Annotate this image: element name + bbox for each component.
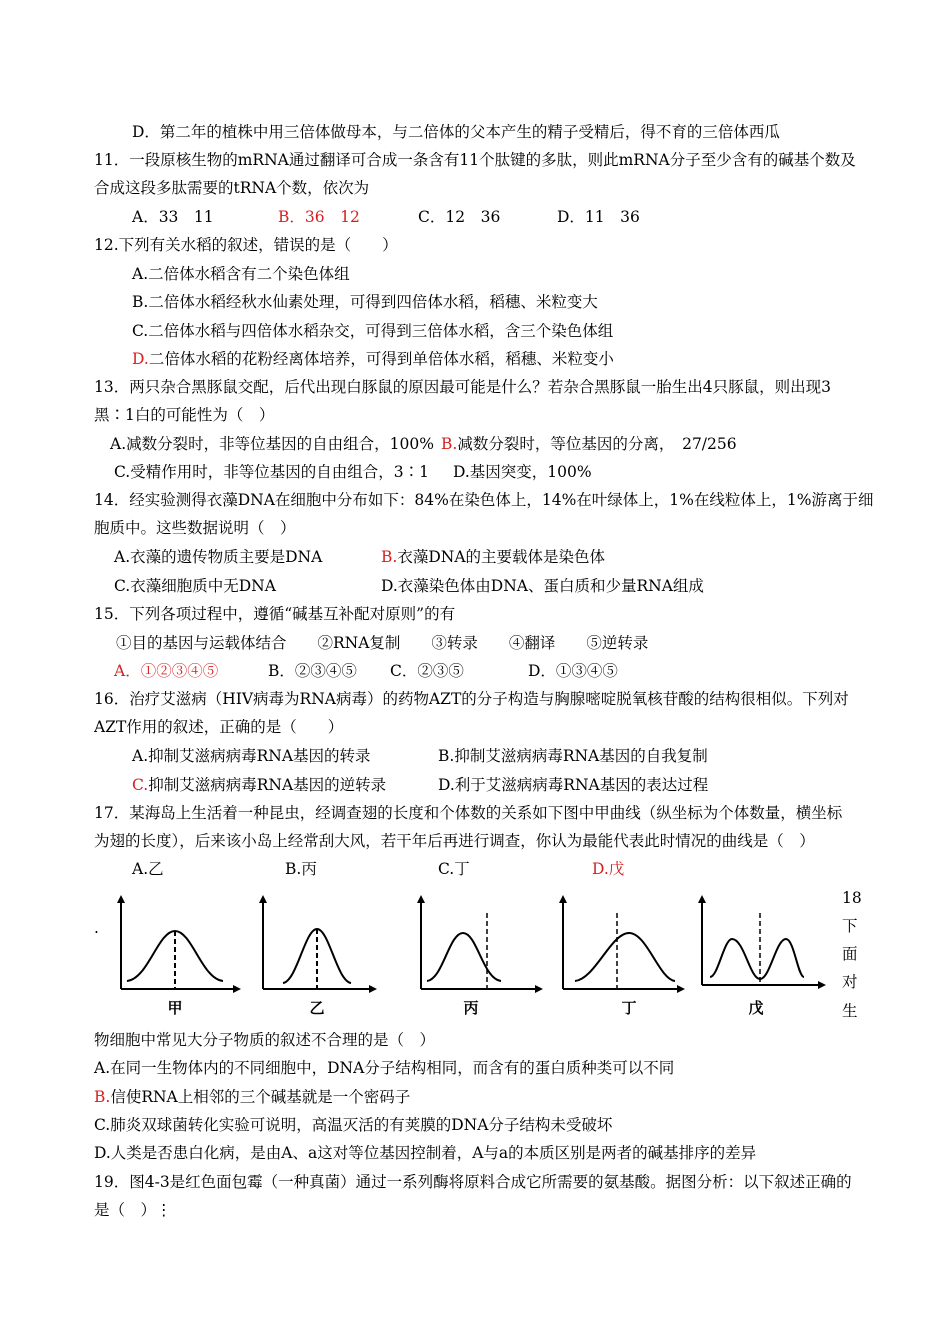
q16-option-d: D.利于艾滋病病毒RNA基因的表达过程	[438, 776, 709, 794]
q13-option-a: A.减数分裂时，非等位基因的自由组合，100%	[110, 435, 434, 453]
q11-option-c: C．12 36	[418, 208, 501, 226]
graph-ding	[545, 893, 685, 1023]
q18-vertical-char: 面	[842, 945, 858, 963]
q19-stem-line1: 19．图4-3是红色面包霉（一种真菌）通过一系列酶将原料合成它所需要的氨基酸。据图分析：以下叙述正确的	[94, 1173, 852, 1191]
graph-yi	[247, 893, 387, 1023]
q13-option-d: D.基因突变，100%	[453, 463, 592, 481]
q17-stem-line2: 为翅的长度），后来该小岛上经常刮大风，若干年后再进行调查，你认为最能代表此时情况的曲线是（ ）	[94, 832, 815, 850]
q17-option-c: C.丁	[438, 860, 470, 878]
q18-stem: 物细胞中常见大分子物质的叙述不合理的是（ ）	[94, 1031, 436, 1049]
q14-stem-line2: 胞质中。这些数据说明（ ）	[94, 519, 296, 537]
q12-option-d: D.二倍体水稻的花粉经离体培养，可得到单倍体水稻，稻穗、米粒变小	[132, 350, 614, 368]
q18-option-a: A.在同一生物体内的不同细胞中，DNA分子结构相同，而含有的蛋白质种类可以不同	[94, 1059, 675, 1077]
graph-label: 戊	[748, 999, 764, 1017]
q18-vertical-char: 生	[842, 1002, 858, 1020]
answer-letter: B.	[381, 548, 398, 566]
q11-option-a: A．33 11	[132, 208, 214, 226]
q11-option-d: D．11 36	[557, 208, 640, 226]
answer-letter: B.	[441, 435, 458, 453]
graph-jia	[103, 893, 243, 1023]
q14-option-d: D.衣藻染色体由DNA、蛋白质和少量RNA组成	[381, 577, 704, 595]
answer-letter: C.	[132, 776, 149, 794]
q15-option-d: D．①③④⑤	[528, 662, 618, 680]
q16-option-a: A.抑制艾滋病病毒RNA基因的转录	[132, 747, 371, 765]
q18-option-b: B.信使RNA上相邻的三个碱基就是一个密码子	[94, 1088, 411, 1106]
q16-option-b: B.抑制艾滋病病毒RNA基因的自我复制	[438, 747, 708, 765]
q17-leading-dot: .	[94, 919, 99, 937]
q13-stem-line1: 13．两只杂合黑豚鼠交配，后代出现白豚鼠的原因最可能是什么？若杂合黑豚鼠一胎生出4只豚鼠，则出现3	[94, 378, 831, 396]
graph-label: 丁	[621, 999, 637, 1017]
graph-label: 甲	[167, 999, 183, 1017]
q12-stem: 12.下列有关水稻的叙述，错误的是（ ）	[94, 236, 398, 254]
q15-option-b: B．②③④⑤	[268, 662, 357, 680]
q14-option-c: C.衣藻细胞质中无DNA	[114, 577, 276, 595]
q16-stem-line2: AZT作用的叙述，正确的是（ ）	[94, 718, 344, 736]
graph-bing	[405, 893, 545, 1023]
q18-option-c: C.肺炎双球菌转化实验可说明，高温灭活的有荚膜的DNA分子结构未受破坏	[94, 1116, 613, 1134]
q18-option-d: D.人类是否患白化病，是由A、a这对等位基因控制着，A与a的本质区别是两者的碱基排序的差异	[94, 1144, 757, 1162]
q18-vertical-char: 18	[842, 889, 862, 907]
q15-items: ①目的基因与运载体结合 ②RNA复制 ③转录 ④翻译 ⑤逆转录	[116, 634, 649, 652]
graph-label: 丙	[463, 999, 479, 1017]
q17-option-d: D.戊	[592, 860, 625, 878]
q11-option-b: B．36 12	[278, 208, 360, 226]
q13-option-b: B.减数分裂时，等位基因的分离， 27/256	[441, 435, 737, 453]
q17-option-b: B.丙	[285, 860, 317, 878]
q17-option-a: A.乙	[132, 860, 164, 878]
q15-stem: 15．下列各项过程中，遵循“碱基互补配对原则”的有	[94, 605, 456, 623]
q15-option-a: A．①②③④⑤	[114, 662, 219, 680]
q12-option-a: A.二倍体水稻含有二个染色体组	[132, 265, 350, 283]
q12-option-b: B.二倍体水稻经秋水仙素处理，可得到四倍体水稻，稻穗、米粒变大	[132, 293, 598, 311]
q16-option-c: C.抑制艾滋病病毒RNA基因的逆转录	[132, 776, 387, 794]
q14-option-b: B.衣藻DNA的主要载体是染色体	[381, 548, 606, 566]
q13-option-c: C.受精作用时，非等位基因的自由组合，3∶1	[114, 463, 429, 481]
q14-stem-line1: 14．经实验测得衣藻DNA在细胞中分布如下：84%在染色体上，14%在叶绿体上，1%在线粒体上，1%游离于细	[94, 491, 874, 509]
q13-stem-line2: 黑∶1白的可能性为（ ）	[94, 406, 275, 424]
q12-option-c: C.二倍体水稻与四倍体水稻杂交，可得到三倍体水稻，含三个染色体组	[132, 322, 614, 340]
q16-stem-line1: 16．治疗艾滋病（HIV病毒为RNA病毒）的药物AZT的分子构造与胸腺嘧啶脱氧核苷酸的结构很相似。下列对	[94, 690, 849, 708]
graph-label: 乙	[309, 999, 325, 1017]
q14-option-a: A.衣藻的遗传物质主要是DNA	[114, 548, 323, 566]
q18-vertical-char: 对	[842, 973, 858, 991]
q17-stem-line1: 17．某海岛上生活着一种昆虫，经调查翅的长度和个体数的关系如下图中甲曲线（纵坐标为个体数量，横坐标	[94, 804, 843, 822]
q11-stem-line1: 11．一段原核生物的mRNA通过翻译可合成一条含有11个肽键的多肽，则此mRNA分子至少含有的碱基个数及	[94, 151, 856, 169]
answer-letter: D.	[132, 350, 149, 368]
q11-stem-line2: 合成这段多肽需要的tRNA个数，依次为	[94, 179, 370, 197]
q18-vertical-char: 下	[842, 917, 858, 935]
answer-letter: B.	[94, 1088, 111, 1106]
q15-option-c: C．②③⑤	[390, 662, 464, 680]
graph-wu	[688, 893, 828, 1023]
q10-option-d: D．第二年的植株中用三倍体做母本，与二倍体的父本产生的精子受精后，得不育的三倍体西瓜	[132, 123, 780, 141]
q19-stem-line2: 是（ ）⋮	[94, 1201, 172, 1219]
